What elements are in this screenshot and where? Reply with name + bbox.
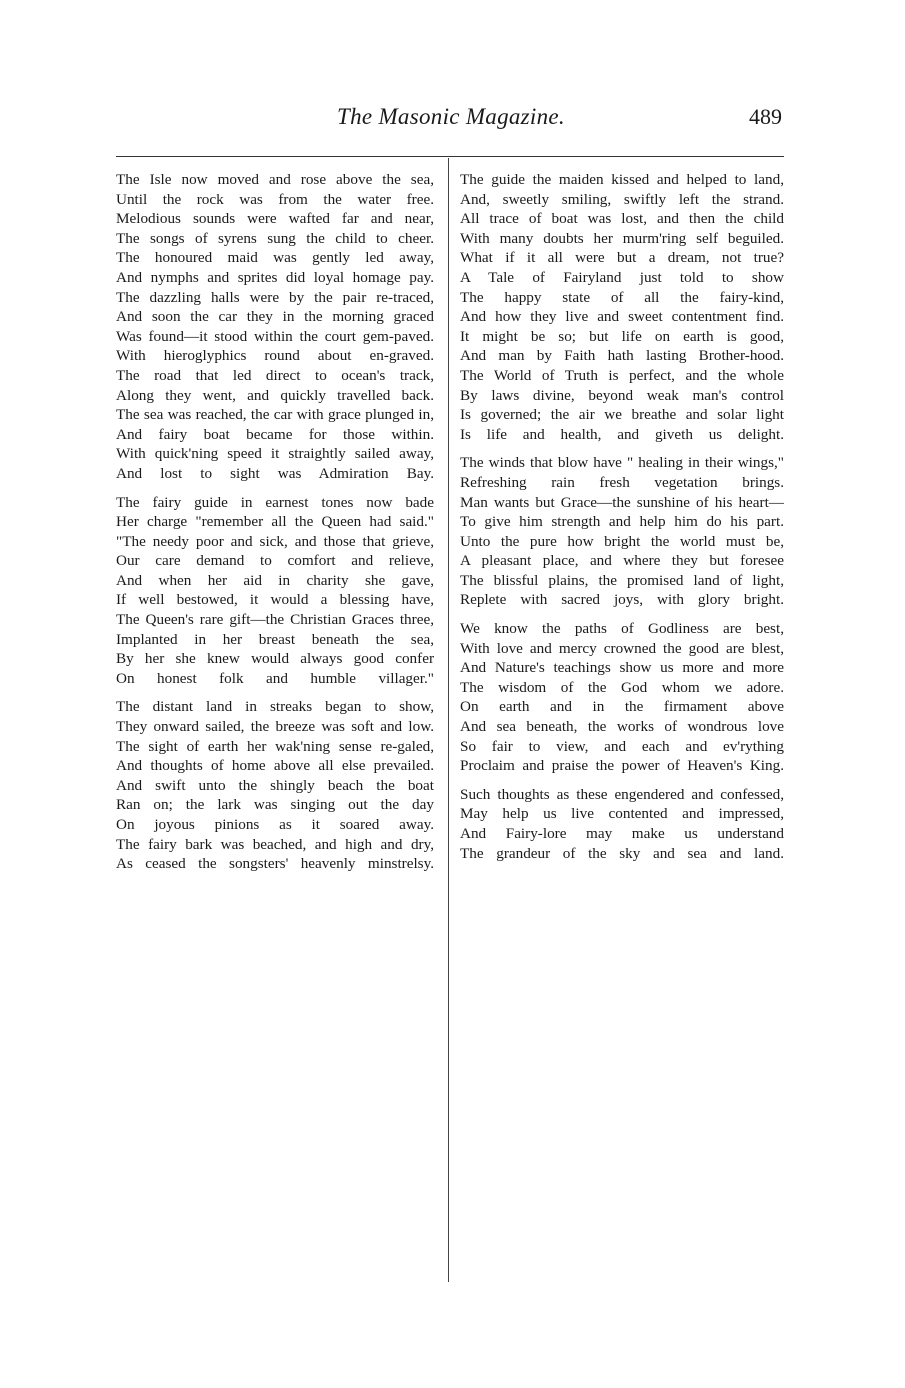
verse-line: And sea beneath, the works of wondrous love (460, 718, 784, 736)
stanza (116, 697, 434, 873)
verse-line: And when her aid in charity she gave, (116, 571, 434, 589)
verse-line: Is life and health, and giveth us delight. (460, 425, 784, 443)
verse-line: We know the paths of Godliness are best, (460, 620, 784, 638)
verse-line: The sight of earth her wak'ning sense re-galed, (116, 737, 434, 755)
verse-line: Is governed; the air we breathe and solar light (460, 406, 784, 424)
verse-line: The distant land in streaks began to show, (116, 698, 434, 716)
verse-line: Our care demand to comfort and relieve, (116, 552, 434, 570)
verse-line: As ceased the songsters' heavenly minstrelsy. (116, 855, 434, 873)
verse-line: The happy state of all the fairy-kind, (460, 288, 784, 306)
verse-line: A pleasant place, and where they but foresee (460, 552, 784, 570)
poem-column-right (460, 170, 784, 863)
verse-line: They onward sailed, the breeze was soft and low. (116, 718, 434, 736)
verse-line: The dazzling halls were by the pair re-traced, (116, 288, 434, 306)
verse-line: The fairy guide in earnest tones now bade (116, 493, 434, 511)
verse-line: And man by Faith hath lasting Brother-hood. (460, 347, 784, 365)
verse-line: What if it all were but a dream, not true? (460, 249, 784, 267)
column-divider (448, 158, 449, 1282)
running-title: The Masonic Magazine. (337, 104, 565, 129)
verse-line: And, sweetly smiling, swiftly left the strand. (460, 190, 784, 208)
verse-line: The winds that blow have " healing in their wings," (460, 454, 784, 472)
verse-line: Was found—it stood within the court gem-paved. (116, 327, 434, 345)
verse-line: It might be so; but life on earth is good, (460, 327, 784, 345)
verse-line: The sea was reached, the car with grace plunged in, (116, 406, 434, 424)
verse-line: On honest folk and humble villager." (116, 669, 434, 687)
verse-line: And how they live and sweet contentment find. (460, 308, 784, 326)
verse-line: By laws divine, beyond weak man's control (460, 386, 784, 404)
verse-line: Ran on; the lark was singing out the day (116, 796, 434, 814)
verse-line: The fairy bark was beached, and high and dry, (116, 835, 434, 853)
verse-line: The grandeur of the sky and sea and land. (460, 844, 784, 862)
stanza (116, 493, 434, 689)
verse-line: And Fairy-lore may make us understand (460, 825, 784, 842)
verse-line: Refreshing rain fresh vegetation brings. (460, 473, 784, 491)
verse-line: On earth and in the firmament above (460, 698, 784, 716)
verse-line: The honoured maid was gently led away, (116, 249, 434, 267)
poem-column-left (116, 170, 434, 874)
verse-line: Man wants but Grace—the sunshine of his heart— (460, 493, 784, 511)
verse-line: The World of Truth is perfect, and the whole (460, 366, 784, 384)
verse-line: And nymphs and sprites did loyal homage pay. (116, 268, 434, 286)
verse-line: All trace of boat was lost, and then the child (460, 210, 784, 228)
verse-line: And fairy boat became for those within. (116, 425, 434, 443)
page-header (116, 104, 786, 138)
verse-line: To give him strength and help him do his part. (460, 513, 784, 531)
verse-line: And thoughts of home above all else prevailed. (116, 757, 434, 775)
verse-line: By her she knew would always good confer (116, 650, 434, 668)
verse-line: With love and mercy crowned the good are blest, (460, 639, 784, 657)
verse-line: The Isle now moved and rose above the sea, (116, 171, 434, 188)
page-number: 489 (749, 104, 782, 129)
verse-line: And Nature's teachings show us more and more (460, 659, 784, 677)
verse-line: And soon the car they in the morning graced (116, 308, 434, 326)
verse-line: May help us live contented and impressed, (460, 805, 784, 823)
verse-line: A Tale of Fairyland just told to show (460, 268, 784, 286)
verse-line: Such thoughts as these engendered and confessed, (460, 785, 784, 803)
verse-line: The guide the maiden kissed and helped to land, (460, 171, 784, 188)
verse-line: With hieroglyphics round about en-graved. (116, 347, 434, 365)
verse-line: Her charge "remember all the Queen had said." (116, 513, 434, 531)
verse-line: And lost to sight was Admiration Bay. (116, 464, 434, 482)
verse-line: On joyous pinions as it soared away. (116, 816, 434, 833)
stanza (460, 453, 784, 610)
stanza (460, 170, 784, 444)
verse-line: Until the rock was from the water free. (116, 190, 434, 208)
stanza (460, 785, 784, 863)
stanza (116, 170, 434, 484)
verse-line: The blissful plains, the promised land of light, (460, 571, 784, 589)
verse-line: Melodious sounds were wafted far and near, (116, 210, 434, 228)
verse-line: The Queen's rare gift—the Christian Graces three, (116, 611, 434, 629)
verse-line: And swift unto the shingly beach the boat (116, 776, 434, 794)
verse-line: Proclaim and praise the power of Heaven's King. (460, 757, 784, 775)
verse-line: The songs of syrens sung the child to cheer. (116, 229, 434, 247)
verse-line: "The needy poor and sick, and those that grieve, (116, 532, 434, 550)
verse-line: Replete with sacred joys, with glory bright. (460, 591, 784, 609)
verse-line: So fair to view, and each and ev'rything (460, 737, 784, 755)
verse-line: The road that led direct to ocean's track, (116, 366, 434, 384)
verse-line: The wisdom of the God whom we adore. (460, 678, 784, 696)
stanza (460, 619, 784, 776)
verse-line: Along they went, and quickly travelled back. (116, 386, 434, 404)
verse-line: Unto the pure how bright the world must be, (460, 532, 784, 550)
header-rule (116, 156, 784, 157)
verse-line: With many doubts her murm'ring self beguiled. (460, 229, 784, 247)
verse-line: Implanted in her breast beneath the sea, (116, 630, 434, 648)
verse-line: With quick'ning speed it straightly sailed away, (116, 445, 434, 463)
verse-line: If well bestowed, it would a blessing have, (116, 591, 434, 609)
